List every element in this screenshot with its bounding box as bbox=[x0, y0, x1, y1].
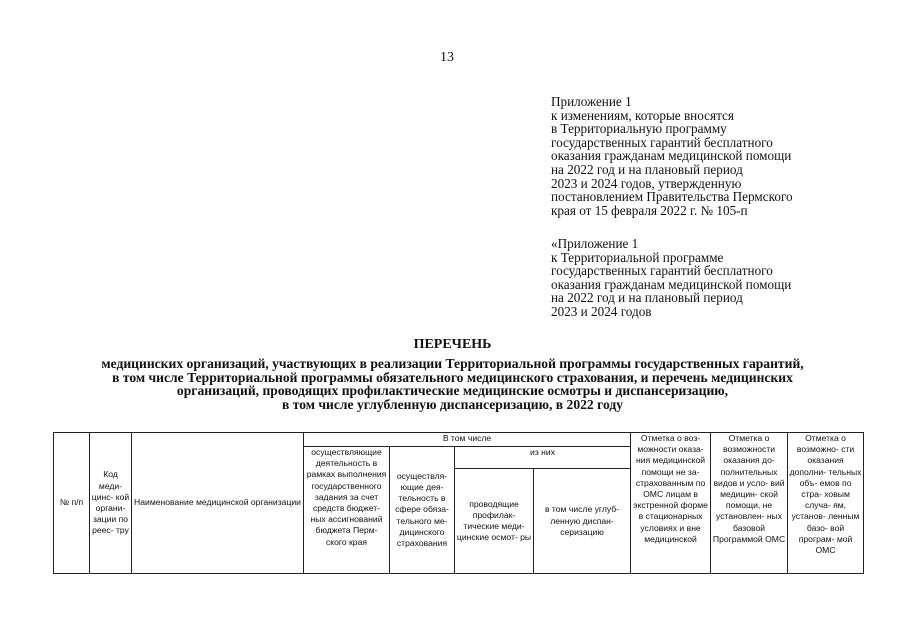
appendix-line: оказания гражданам медицинской помощи bbox=[551, 148, 792, 164]
appendix-line: государственных гарантий бесплатного bbox=[551, 134, 773, 150]
header-note-uninsured: Отметка о воз- можности оказа- ния медицинской помощи не за- страхованным по ОМС лицам в экстренной форме в стационарных условиях и вне медицинской bbox=[631, 433, 711, 574]
header-organization-name: Наименование медицинской организации bbox=[132, 433, 304, 574]
header-registry-code: Код меди- цинс- кой органи- зации по реес- тру bbox=[90, 433, 132, 574]
appendix-line: к Территориальной программе bbox=[551, 249, 724, 265]
appendix-line: к изменениям, которые вносятся bbox=[551, 107, 734, 123]
appendix-line: оказания гражданам медицинской помощи bbox=[551, 276, 792, 292]
subtitle-line: медицинских организаций, участвующих в реализации Территориальной программы государственных гарантий, bbox=[101, 356, 804, 371]
header-budget-funded: осуществляющие деятельность в рамках выполнения государственного задания за счет средств бюджет- ных ассигнований бюджета Перм- ского края bbox=[304, 447, 390, 574]
header-preventive-exams: проводящие профилак- тические меди- цинские осмот- ры bbox=[455, 469, 534, 574]
appendix-line: Приложение 1 bbox=[551, 94, 632, 109]
appendix-line: на 2022 год и на плановый период bbox=[551, 161, 743, 177]
header-note-additional-volumes: Отметка о возможно- сти оказания дополни- тельных объ- емов по стра- ховым случа- ям, установ- ленным базо- вой програм- мой ОМС bbox=[788, 433, 864, 574]
appendix-line: 2023 и 2024 годов bbox=[551, 303, 652, 319]
appendix-line: края от 15 февраля 2022 г. № 105-п bbox=[551, 202, 748, 218]
appendix-note-program bbox=[551, 237, 791, 319]
subtitle-line: в том числе Территориальной программы обязательного медицинского страхования, и перечень медицинских bbox=[112, 369, 793, 385]
appendix-note-amendments bbox=[551, 95, 793, 217]
organizations-table-header bbox=[53, 432, 864, 574]
appendix-line: в Территориальную программу bbox=[551, 121, 727, 137]
appendix-line: 2023 и 2024 годов, утвержденную bbox=[551, 175, 742, 191]
header-oms-activity: осуществля- ющие дея- тельность в сфере обяза- тельного ме- дицинского страхования bbox=[390, 447, 455, 574]
document-subtitle bbox=[0, 357, 905, 412]
appendix-line: государственных гарантий бесплатного bbox=[551, 263, 773, 279]
header-number: № п/п bbox=[54, 433, 90, 574]
appendix-line: «Приложение 1 bbox=[551, 236, 639, 251]
subtitle-line: в том числе углубленную диспансеризацию, в 2022 году bbox=[281, 397, 624, 413]
header-including: В том числе bbox=[304, 433, 631, 447]
subtitle-line: организаций, проводящих профилактические медицинские осмотры и диспансеризацию, bbox=[176, 383, 729, 399]
page-number: 13 bbox=[440, 50, 454, 65]
header-in-depth-screening: в том числе углуб- ленную диспан- серизацию bbox=[534, 469, 631, 574]
appendix-line: на 2022 год и на плановый период bbox=[551, 290, 743, 306]
document-title: ПЕРЕЧЕНЬ bbox=[413, 337, 492, 352]
header-note-additional-types: Отметка о возможности оказания до- полнительных видов и усло- вий медицин- ской помощи, не установлен- ных базовой Программой ОМС bbox=[711, 433, 788, 574]
appendix-line: постановлением Правительства Пермского bbox=[551, 189, 793, 205]
header-of-them: из них bbox=[455, 447, 631, 469]
